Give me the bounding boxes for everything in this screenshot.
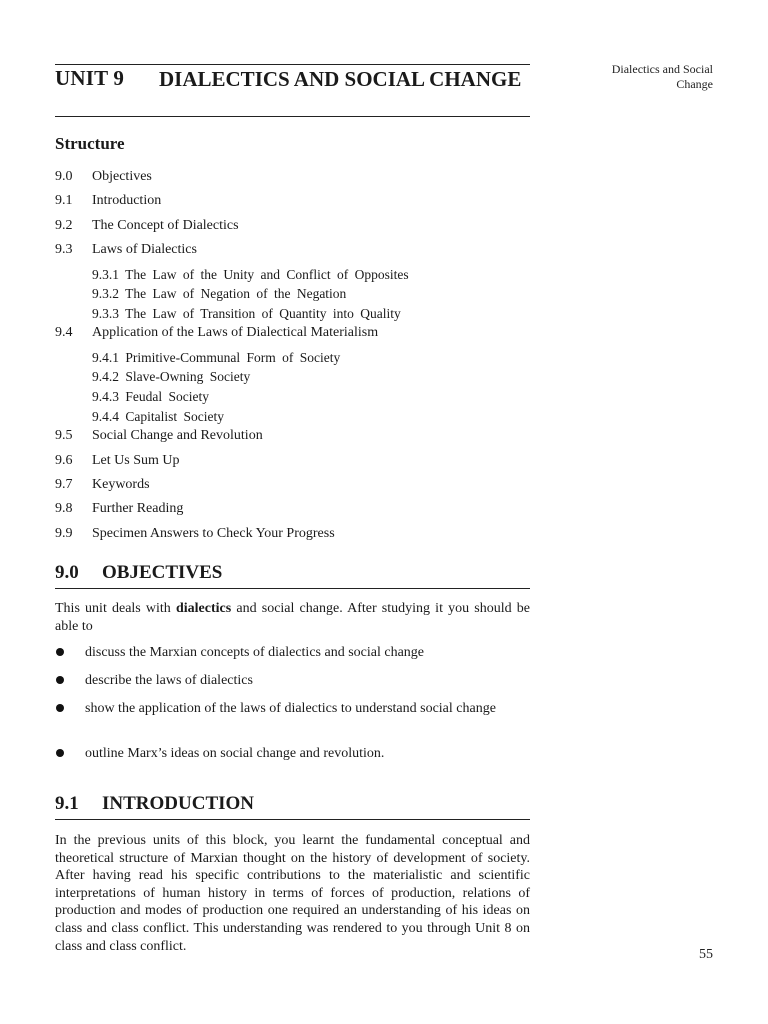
toc-entry-title: Laws of Dialectics [92,242,197,258]
objectives-intro-after: and social change. After studying it you should be able to [55,601,530,634]
introduction-number: 9.1 [55,793,79,814]
toc-entry [55,499,530,523]
objectives-title: OBJECTIVES [102,562,223,583]
toc-subentry-title: 9.3.1 The Law of the Unity and Conflict of Opposites [92,266,409,282]
objectives-intro [55,600,530,635]
objective-item [55,700,530,745]
objectives-heading [55,562,530,589]
toc-entry-number: 9.2 [55,217,73,233]
toc-subentry [55,284,530,304]
running-head [513,62,713,92]
toc-entry [55,240,530,264]
toc-entry-number: 9.6 [55,452,73,468]
toc-subentry [55,407,530,427]
toc-subentry-title: 9.3.2 The Law of Negation of the Negation [92,286,347,302]
objectives-intro-before: This unit deals with [55,601,176,616]
toc-entry-title: Let Us Sum Up [92,452,180,468]
toc-entry [55,475,530,499]
toc-subentry [55,367,530,387]
toc-entry-number: 9.7 [55,476,73,492]
toc-subentry-title: 9.4.3 Feudal Society [92,388,209,404]
bullet-dot-icon [56,648,64,656]
toc-subentry-title: 9.4.2 Slave-Owning Society [92,369,251,385]
toc-subentry-title: 9.3.3 The Law of Transition of Quantity into Quality [92,305,401,321]
toc-entry-title: Further Reading [92,501,184,517]
toc-entry [55,191,530,215]
toc-entry-title: The Concept of Dialectics [92,217,239,233]
toc-entry [55,323,530,347]
toc-subentry [55,265,530,285]
unit-heading [55,64,530,117]
running-head-line-1: Dialectics and Social [611,62,713,76]
toc-entry-title: Objectives [92,169,152,184]
page-number: 55 [699,947,713,962]
introduction-title: INTRODUCTION [102,793,255,814]
toc-entry-title: Social Change and Revolution [92,428,263,444]
toc-subentry-title: 9.4.1 Primitive-Communal Form of Society [92,349,341,365]
toc-entry [55,451,530,475]
bullet-dot-icon [56,749,64,757]
toc-subentry-title: 9.4.4 Capitalist Society [92,408,224,424]
objectives-intro-bold: dialectics [175,601,232,616]
toc-subentry [55,387,530,407]
toc-entry-number: 9.3 [55,242,73,258]
objective-text: discuss the Marxian concepts of dialectics and social change [85,645,424,660]
bullet-dot-icon [56,704,64,712]
running-head-line-2: Change [676,77,713,91]
toc-entry [55,426,530,450]
objective-item [55,644,530,672]
objective-text: outline Marx’s ideas on social change and revolution. [85,746,385,761]
objective-text: describe the laws of dialectics [85,673,253,688]
toc-entry [55,216,530,240]
table-of-contents [55,167,530,548]
objectives-number: 9.0 [55,562,79,583]
introduction-paragraph: In the previous units of this block, you learnt the fundamental conceptual and theoretical structure of Marxian thought on the history of development of society. After having read his specific contributions to the materialistic and scientific interpretations of human history in terms of forces of production, relations of production and modes of production one required an understanding of his ideas on class and class conflict. This understanding was rendered to you through Unit 8 on class and class conflict. [55,833,530,954]
toc-entry-number: 9.8 [55,501,73,517]
toc-entry-title: Keywords [92,476,150,492]
toc-entry-number: 9.4 [55,325,73,341]
toc-entry-title: Application of the Laws of Dialectical Materialism [92,325,379,341]
structure-heading: Structure [55,134,125,153]
introduction-heading [55,793,530,820]
objective-item [55,672,530,700]
objectives-list [55,644,530,773]
objective-text: show the application of the laws of dialectics to understand social change [85,701,496,716]
objective-item [55,745,530,773]
toc-entry [55,524,530,548]
unit-title: DIALECTICS AND SOCIAL CHANGE [159,67,522,91]
toc-entry-title: Introduction [92,193,162,209]
toc-entry-number: 9.1 [55,193,73,209]
toc-entry [55,167,530,191]
toc-entry-number: 9.0 [55,169,73,184]
toc-subentry [55,348,530,368]
toc-entry-title: Specimen Answers to Check Your Progress [92,525,335,541]
toc-subentry [55,304,530,324]
bullet-dot-icon [56,676,64,684]
toc-entry-number: 9.5 [55,428,73,444]
toc-entry-number: 9.9 [55,525,73,541]
unit-number: UNIT 9 [55,66,125,90]
